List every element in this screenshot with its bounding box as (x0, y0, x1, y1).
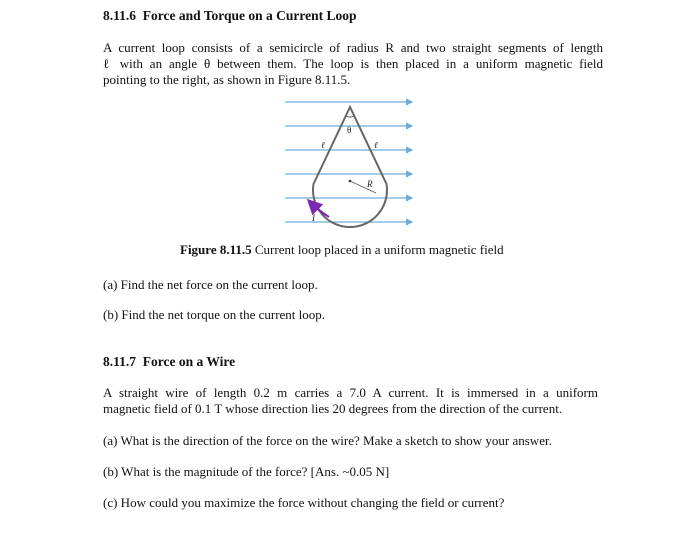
section-number: 8.11.7 (103, 354, 137, 369)
section-heading (103, 354, 235, 370)
paragraph-line: ℓ with an angle θ between them. The loop is then placed in a uniform magnetic field (103, 56, 603, 71)
radius-label: R (367, 179, 373, 189)
figure-caption-text: Current loop placed in a uniform magnetic field (251, 242, 504, 257)
angle-arc (346, 116, 355, 117)
current-loop-figure (280, 95, 420, 235)
figure-number: Figure 8.11.5 (180, 242, 252, 257)
paragraph-line: pointing to the right, as shown in Figure 8.11.5. (103, 72, 351, 87)
question-c: (c) How could you maximize the force without changing the field or current? (103, 495, 505, 510)
problem-paragraph (103, 40, 603, 88)
current-label: I (312, 213, 315, 223)
figure-caption (180, 242, 504, 258)
center-dot (349, 180, 352, 183)
question-b: (b) Find the net torque on the current loop. (103, 307, 326, 322)
paragraph-line: magnetic field of 0.1 T whose direction lies 20 degrees from the direction of the current. (103, 401, 563, 416)
theta-label: θ (347, 125, 352, 135)
section-heading (103, 8, 357, 24)
left-length-label: ℓ (321, 140, 325, 150)
question-a: (a) Find the net force on the current loop. (103, 277, 318, 292)
question-b: (b) What is the magnitude of the force? [Ans. ~0.05 N] (103, 464, 390, 479)
paragraph-line: A current loop consists of a semicircle of radius R and two straight segments of length (103, 40, 603, 55)
question-a: (a) What is the direction of the force on the wire? Make a sketch to show your answer. (103, 433, 552, 448)
paragraph-line: A straight wire of length 0.2 m carries a 7.0 A current. It is immersed in a uniform (103, 385, 598, 400)
section-number: 8.11.6 (103, 8, 137, 23)
section-title: Force on a Wire (142, 354, 236, 369)
section-title: Force and Torque on a Current Loop (142, 8, 357, 23)
problem-paragraph (103, 385, 598, 417)
right-length-label: ℓ (374, 140, 378, 150)
magnetic-field-lines (285, 102, 412, 222)
